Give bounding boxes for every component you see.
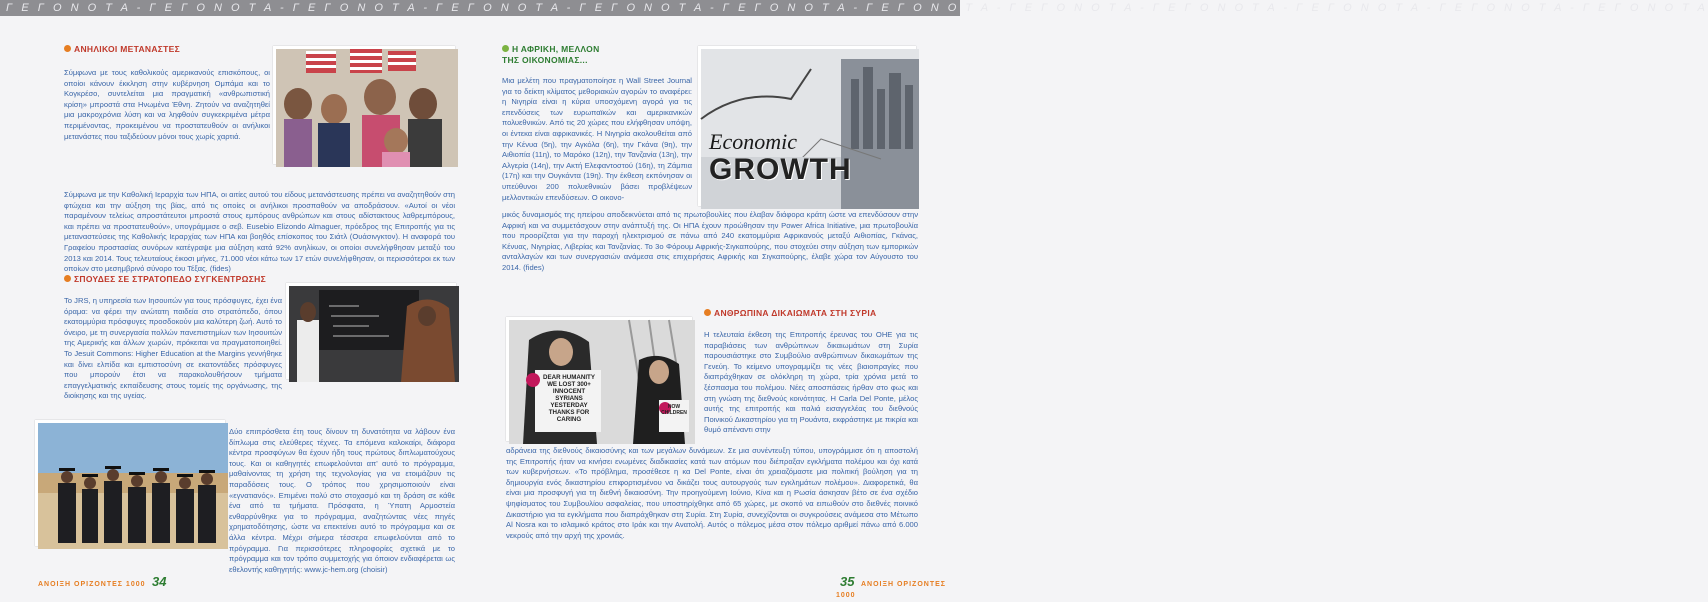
economic-growth-image xyxy=(698,46,916,206)
section-heading-studies xyxy=(64,274,266,284)
bullet-icon xyxy=(64,275,71,282)
section-title: ΑΝΘΡΩΠΙΝΑ ΔΙΚΑΙΩΜΑΤΑ ΣΤΗ ΣΥΡΙΑ xyxy=(714,308,877,318)
section-title: ΣΠΟΥΔΕΣ ΣΕ ΣΤΡΑΤΟΠΕΔΟ ΣΥΓΚΕΝΤΡΩΣΗΣ xyxy=(74,274,267,284)
footer-tag: ΑΝΟΙΞΗ ΟΡΙΖΟΝΤΕΣ 1000 xyxy=(38,581,146,588)
left-footer xyxy=(38,574,171,588)
syria-protest-photo xyxy=(506,317,692,441)
graduates-photo-art xyxy=(38,423,228,549)
section-heading-minors xyxy=(64,44,180,54)
left-page xyxy=(0,20,480,588)
africa-text-a: Μια μελέτη που πραγματοποίησε η Wall Street Journal για το δείκτη κλίματος μεθοριακών αγορών το αναφέρει: η Νιγηρία είναι η κύρια υποσχόμενη αγορά για τις επενδύσεις των ευρωπαϊκών και αμερικανικών πολυεθνικών. Από τις 20 χώρες που ελήφθησαν υπόψη, οι έντεκα είναι αφρικανικές. Η Νιγηρία ακολουθείται από την Κένυα (5η), την Αγκόλα (6η), την Γκάνα (9η), την Αιθιοπία (11η), το Μαρόκο (12η), την Τανζανία (13η), την Αλγερία (14η), την Ακτή Ελεφαντοστού (16η), τη Ζάμπια (17η) και την Ουγκάντα (19η). Την έκθεση εκπόνησαν οι υπεύθυνοι 200 πολυεθνικών βάσει προβλέψεων μελλοντικών επενδύσεων. Ο οικονο- xyxy=(502,76,692,202)
syria-protest-art xyxy=(509,320,695,444)
section-title: ΑΝΗΛΙΚΟΙ ΜΕΤΑΝΑΣΤΕΣ xyxy=(74,44,181,54)
studies-text-a: Το JRS, η υπηρεσία των Ιησουιτών για τους πρόσφυγες, έχει ένα όραμα: να φέρει την ανώτατη παιδεία στο στρατόπεδο, όπου εκατομμύρια πρόσφυγες προσδοκούν μια καλύτερη ζωή. Αυτό το όνειρο, με τη συνεργασία πολλών πανεπιστημίων των Ιησουιτών της Αμερικής και άλλων χωρών, πρόκειται να πραγματοποιηθεί. Το Jesuit Commons: Higher Education at the Margins γεννήθηκε και δίνει ελπίδα και εμπιστοσύνη σε εκατοντάδες πρόσφυγες που μπορούν έτσι να παρακολουθήσουν τμήματα επαγγελματικής εκπαίδευσης στους τομείς της οργάνωσης, της διοίκησης και της υγείας. xyxy=(64,296,282,401)
section-heading-syria xyxy=(704,308,876,318)
children-photo xyxy=(273,46,455,164)
right-footer xyxy=(836,574,960,599)
children-photo-art xyxy=(276,49,458,167)
graduates-photo xyxy=(35,420,225,546)
section-heading-africa xyxy=(502,44,600,66)
protest-sign-left: DEAR HUMANITY WE LOST 300+ INNOCENT SYRIANS YESTERDAY THANKS FOR CARING xyxy=(543,374,595,423)
banner-text: Γ Ε Γ Ο Ν Ο Τ Α - Γ Ε Γ Ο Ν Ο Τ Α - Γ Ε Γ Ο Ν Ο Τ Α - Γ Ε Γ Ο Ν Ο Τ Α - Γ Ε Γ Ο Ν Ο Τ Α - Γ Ε Γ Ο Ν Ο Τ Α - Γ Ε Γ Ο Ν Ο Τ Α - Γ Ε Γ Ο Ν Ο Τ Α - Γ Ε Γ Ο Ν Ο Τ Α - Γ Ε Γ Ο Ν Ο Τ Α - Γ Ε Γ Ο Ν Ο Τ Α - Γ Ε Γ Ο Ν Ο Τ Α xyxy=(6,2,1708,14)
minors-text-b: Σύμφωνα με την Καθολική Ιεραρχία των ΗΠΑ, οι αιτίες αυτού του είδους μετανάστευσης πρέπει να αναζητηθούν στη φτώχεια και την αύξηση της βίας, από τις οποίες οι ανήλικοι προσπαθούν να αποδράσουν. «Αυτοί οι νέοι παραμένουν τελείως απροστάτευτοι μπροστά στους εμπόρους ανθρώπων και στους αδίστακτους λαθρεμπόρους, και πρέπει να προστατευθούν», υπογράμμισε ο σεβ. Eusebio Elizondo Almaguer, πρόεδρος της Επιτροπής για τις μεταναστεύσεις της Καθολικής Ιεραρχίας των ΗΠΑ και βοηθός επίσκοπος του Σιάτλ (Ουάσινγκτον). Η αναφορά του Γραφείου προστασίας συνόρων κατέγραψε μια αύξηση κατά 92% ανηλίκων, οι οποίοι συνελήφθησαν μεταξύ του 2013 και 2014. Τους τελευταίους έικοσι μήνες, 71.000 νέοι κάτω των 17 ετών συνελήφθησαν, οι περισσότεροι εκ των οποίων στο μεσημβρινό σύνορο του Τέξας. (fides) xyxy=(64,190,455,274)
bullet-icon xyxy=(502,45,509,52)
image-text-economic: Economic xyxy=(709,129,797,154)
bullet-icon xyxy=(64,45,71,52)
classroom-photo xyxy=(286,283,456,379)
image-text-growth: GROWTH xyxy=(709,153,852,186)
footer-tag: ΑΝΟΙΞΗ ΟΡΙΖΟΝΤΕΣ 1000 xyxy=(836,581,946,599)
section-title-line1: Η ΑΦΡΙΚΗ, ΜΕΛΛΟΝ xyxy=(512,44,600,54)
right-page xyxy=(480,20,960,599)
top-banner xyxy=(0,0,1708,16)
studies-text-b: Δύο επιπρόσθετα έτη τους δίνουν τη δυνατότητα να λάβουν ένα δίπλωμα στις ελεύθερες τέχνες. Τα επόμενα καλοκαίρι, διάφορα κέντρα προσφύγων θα έχουν ήδη τους πρώτους διπλωματούχους τους. Και οι καθηγητές επωφελούνται απ' αυτό το πρόγραμμα, μαθαίνοντας τη χρήση της τεχνολογίας για να ετοιμάζουν τις παραδόσεις τους. Ο τρόπος που χρησιμοποιούν είναι «εγνατιανός». Επιμένει πολύ στο στοχασμό και τη δράση σε κάθε ένα από τα τμήματα. Πρόσφατα, η Ύπατη Αρμοστεία ενθαρρύνθηκε για το πρόγραμμα, αναζητώντας νέες πηγές χρηματοδότησης, ώστε να επεκτείνει αυτό το πρόγραμμα και σε άλλα κέντρα. Μέχρι σήμερα τέσσερα επωφελούνται από το πρόγραμμα. Για περισσότερες πληροφορίες σχετικά με το πρόγραμμα και τον τρόπο συμμετοχής για όποιον ενδιαφέρεται ως εθελοντής καθηγητής: www.jc-hem.org (choisir) xyxy=(229,427,455,574)
classroom-photo-art xyxy=(289,286,459,382)
protest-sign-right: NOW CHILDREN xyxy=(661,404,687,416)
page-number: 35 xyxy=(840,574,855,589)
africa-text-b: μικός δυναμισμός της ηπείρου αποδεικνύεται από τις πρωτοβουλίες που έλαβαν διάφορα κράτη ώστε να επενδύσουν στην Αφρική και να συμμετάσχουν στην ανάπτυξή της. Οι ΗΠΑ έχουν προώθησαν την Power Africa Initiative, μια πρωτοβουλία που προορίζεται για την παροχή ηλεκτρισμού σε πάνω από 240 εκατομμύρια Αφρικανούς μεταξύ Αιθιοπίας, Γκάνας, Κένυας, Νιγηρίας, Λιβερίας και Τανζανίας. Το 3ο Φόρουμ Αφρικής-Σιγκαπούρης, που στοχεύει στην αύξηση των εμπορικών ανταλλαγών και των συνεργασιών ανάμεσα στις επιχειρήσεις Αφρικής και Σιγκαπούρης, έλαβε χώρα τον Αύγουστο του 2014. (fides) xyxy=(502,210,918,272)
page-number: 34 xyxy=(152,574,167,589)
minors-text-a: Σύμφωνα με τους καθολικούς αμερικανούς επισκόπους, οι οποίοι κάνουν έκκληση στην κυβέρνηση Ομπάμα και το Κογκρέσο, συντελείται μια πραγματική «ανθρωπιστική κρίση» μπροστά στα Ηνωμένα Έθνη. Ζητούν να αναζητηθεί μια μακροχρόνια λύση και να ληφθούν συγκεκριμένα μέτρα περιμένοντας, προκειμένου να προστατευθούν οι ανήλικοι μετανάστες που ταξιδεύουν μόνοι τους χωρίς χαρτιά. xyxy=(64,68,270,141)
syria-text-b: αδράνεια της διεθνούς δικαιοσύνης και των μεγάλων δυνάμεων. Σε μια συνέντευξη τύπου, υπογράμμισε ότι η αποστολή της Επιτροπής ήταν να κινήσει ενωμένες διαδικασίες κατά των ατόμων που διέπραξαν εγκλήματα πολέμου και όχι κατά των κυβερνήσεων. «Το πρόβλημα, προσέθεσε η κα Del Ponte, είναι ότι χρειαζόμαστε μια πολιτική βούληση για τη δημιουργία ενός δικαστηρίου επιφορτισμένου να δικάζει τους αυτουργούς των εγκλημάτων πολέμου». Διαφορετικά, θα είναι μια προσφυγή για τη διεθνή δικαιοσύνη. Την προηγούμενη Ιούνιο, Κίνα και η Ρωσία άσκησαν βέτο σε ένα σχέδιο ψηφίσματος του Συμβουλίου ασφαλείας, που υποστηρίχθηκε από 65 χώρες, με σκοπό να ειπωθούν στο διεθνές ποινικό Δικαστήριο για τα εγκλήματα που διαπράχθηκαν στη Συρία. Στη Συρία, συνεχίζονται οι συγκρούσεις ανάμεσα στο Μέτωπο Al Nosra και το ισλαμικό κράτος στο Ιράκ και την Ανατολή. Αυτός ο πόλεμος μέσα στον πόλεμο αριθμεί πάνω από 6.000 νεκρούς από την αρχή της χρονιάς. xyxy=(506,446,918,540)
section-title-line2: ΤΗΣ ΟΙΚΟΝΟΜΙΑΣ... xyxy=(502,55,588,65)
syria-text-a: Η τελευταία έκθεση της Επιτροπής έρευνας του ΟΗΕ για τις παραβιάσεις των ανθρώπινων δικαιωμάτων στη Συρία παρουσιάστηκε στο Συμβούλιο ανθρώπινων δικαιωμάτων της Γενεύη. Το κείμενο υπογραμμίζει τις νέες βιαιοπραγίες που διαπράχθηκαν σε ολόκληρη τη χώρα, τρία χρόνια μετά το ξέσπασμα του πολέμου. Νέες αποσπάσεις ήρθαν στο φως και στη γνώση της διεθνούς κοινότητας. Η Carla Del Ponte, μέλος αυτής της επιτροπής και παλιά εισαγγελέας του διεθνούς Ποινικού Δικαστηρίου για τη Ρουάντα, εκφράστηκε με πικρία και θυμό απέναντι στην xyxy=(704,330,918,435)
bullet-icon xyxy=(704,309,711,316)
